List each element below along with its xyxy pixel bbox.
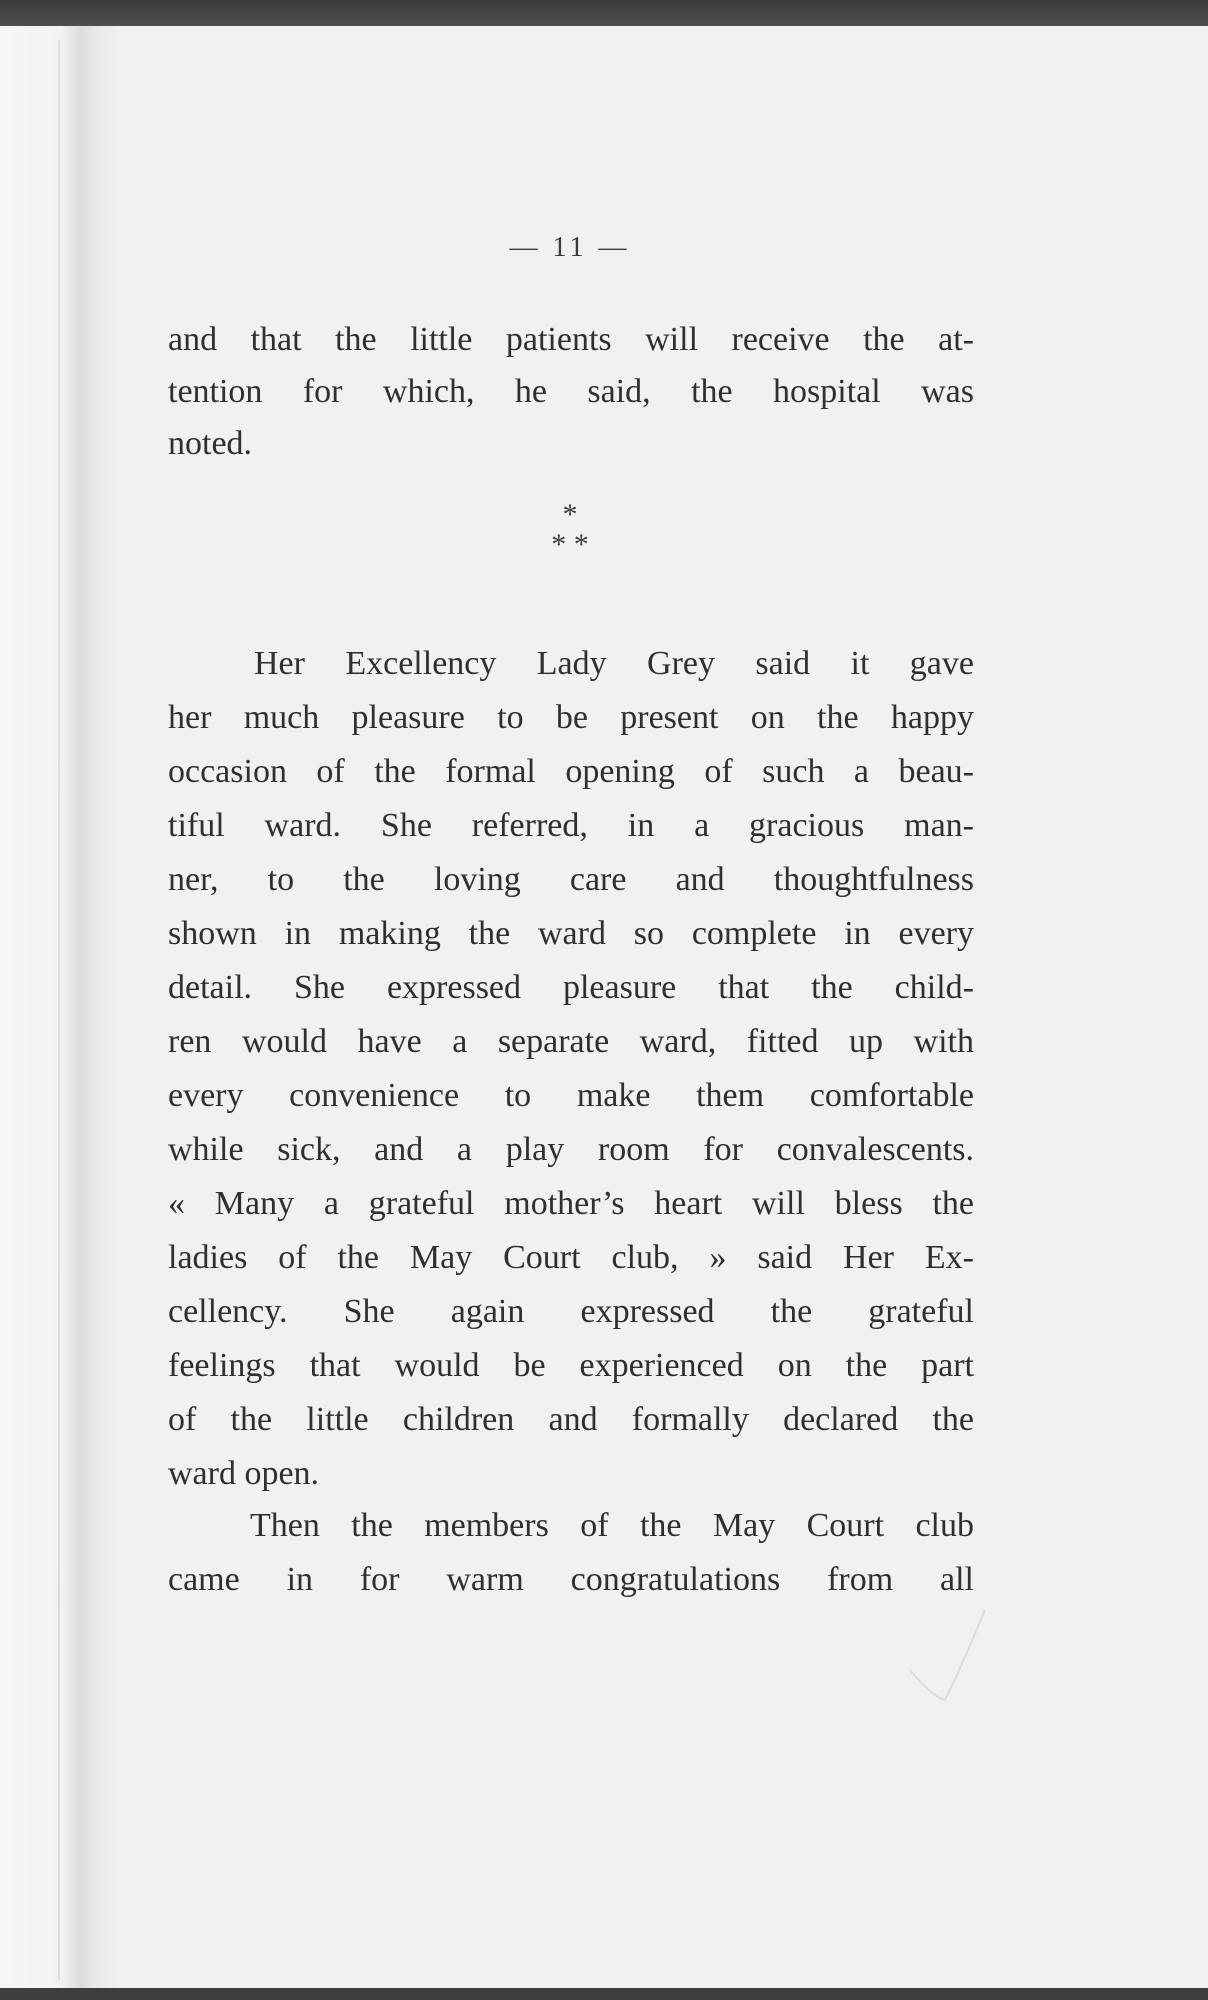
body-line-3: noted. xyxy=(168,425,253,462)
body-line-12: every convenience to make them comfortable xyxy=(168,1077,974,1114)
body-line-1: and that the little patients will receive the at- xyxy=(168,321,974,358)
body-line-4: Her Excellency Lady Grey said it gave xyxy=(254,645,974,682)
scan-border-bottom xyxy=(0,1988,1208,2000)
body-line-7: tiful ward. She referred, in a gracious man- xyxy=(168,807,974,844)
page-number: — 11 — xyxy=(509,232,631,263)
body-line-2: tention for which, he said, the hospital was xyxy=(168,373,974,410)
body-line-19: ward open. xyxy=(168,1455,320,1492)
body-line-5: her much pleasure to be present on the happy xyxy=(168,699,974,736)
section-ornament-bottom: * * xyxy=(551,528,589,561)
body-line-13: while sick, and a play room for convalescents. xyxy=(168,1131,974,1168)
body-line-11: ren would have a separate ward, fitted up with xyxy=(168,1023,974,1060)
body-line-15: ladies of the May Court club, » said Her Ex- xyxy=(168,1239,974,1276)
page-gutter xyxy=(0,26,120,1990)
body-line-17: feelings that would be experienced on the part xyxy=(168,1347,974,1384)
section-ornament-top: * xyxy=(562,498,578,531)
body-line-6: occasion of the formal opening of such a beau- xyxy=(168,753,974,790)
body-line-14: « Many a grateful mother’s heart will bless the xyxy=(168,1185,974,1222)
binding-shadow xyxy=(58,40,60,1980)
body-line-21: came in for warm congratulations from all xyxy=(168,1561,974,1598)
body-line-16: cellency. She again expressed the grateful xyxy=(168,1293,974,1330)
body-line-18: of the little children and formally declared the xyxy=(168,1401,974,1438)
body-line-9: shown in making the ward so complete in every xyxy=(168,915,974,952)
body-line-10: detail. She expressed pleasure that the child- xyxy=(168,969,974,1006)
body-line-20: Then the members of the May Court club xyxy=(250,1507,974,1544)
pencil-mark xyxy=(900,1600,990,1710)
body-line-8: ner, to the loving care and thoughtfulness xyxy=(168,861,974,898)
